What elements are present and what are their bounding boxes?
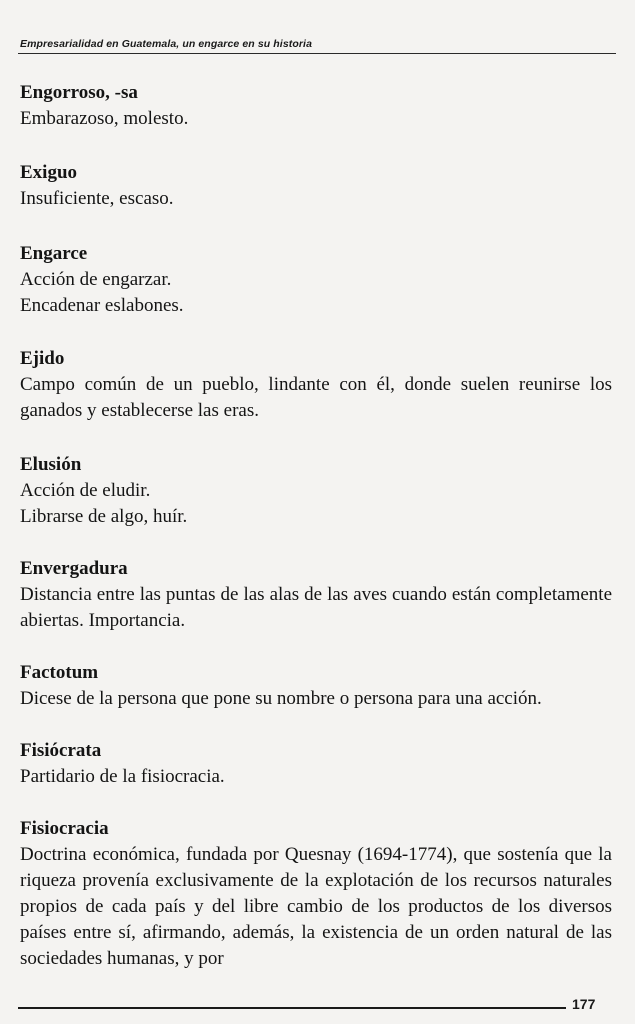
running-header: Empresarialidad en Guatemala, un engarce en su historia <box>20 38 313 50</box>
header-divider <box>18 53 616 54</box>
entry-definition <box>20 267 612 319</box>
entry-definition <box>20 842 612 972</box>
definition-line: Librarse de algo, huír. <box>20 506 188 527</box>
definition-line: Campo común de un pueblo, lindante con él, donde suelen reunirse los ganados y establecerse las eras. <box>20 374 612 421</box>
entry-term: Fisiócrata <box>20 740 102 761</box>
definition-line: Insuficiente, escaso. <box>20 188 174 209</box>
definition-line: Doctrina económica, fundada por Quesnay (1694-1774), que sostenía que la riqueza provenía exclusivamente de la explotación de los recursos naturales propios de cada país y del libre cambio de los productos de los diversos países entre sí, afirmando, además, la existencia de un orden natural de las sociedades humanas, y por <box>20 844 612 969</box>
glossary-entry-elusion <box>20 452 612 530</box>
entry-definition <box>20 686 612 712</box>
entry-definition <box>20 478 612 530</box>
entry-term: Exiguo <box>20 162 78 183</box>
entry-term: Ejido <box>20 348 65 369</box>
entry-term: Factotum <box>20 662 99 683</box>
glossary-entry-ejido <box>20 346 612 424</box>
glossary-entry-engorroso <box>20 80 612 132</box>
glossary-entry-engarce <box>20 241 612 319</box>
entry-definition <box>20 186 612 212</box>
entry-term: Engorroso, -sa <box>20 82 138 103</box>
definition-line: Embarazoso, molesto. <box>20 108 189 129</box>
entry-definition <box>20 582 612 634</box>
entry-term: Fisiocracia <box>20 818 109 839</box>
definition-line: Partidario de la fisiocracia. <box>20 766 225 787</box>
glossary-entry-factotum <box>20 660 612 712</box>
definition-line: Distancia entre las puntas de las alas de las aves cuando están completamente abiertas. Importancia. <box>20 584 612 631</box>
entry-definition <box>20 106 612 132</box>
entry-definition <box>20 764 612 790</box>
entry-term: Envergadura <box>20 558 128 579</box>
entry-term: Elusión <box>20 454 82 475</box>
entry-definition <box>20 372 612 424</box>
definition-line: Acción de eludir. <box>20 480 151 501</box>
entry-term: Engarce <box>20 243 88 264</box>
glossary-entry-fisiocrata <box>20 738 612 790</box>
definition-line: Dicese de la persona que pone su nombre o persona para una acción. <box>20 688 542 709</box>
footer-divider <box>18 1007 566 1009</box>
page-number: 177 <box>572 996 596 1012</box>
definition-line: Acción de engarzar. <box>20 269 172 290</box>
glossary-entry-exiguo <box>20 160 612 212</box>
glossary-entry-fisiocracia <box>20 816 612 972</box>
definition-line: Encadenar eslabones. <box>20 295 184 316</box>
glossary-entry-envergadura <box>20 556 612 634</box>
